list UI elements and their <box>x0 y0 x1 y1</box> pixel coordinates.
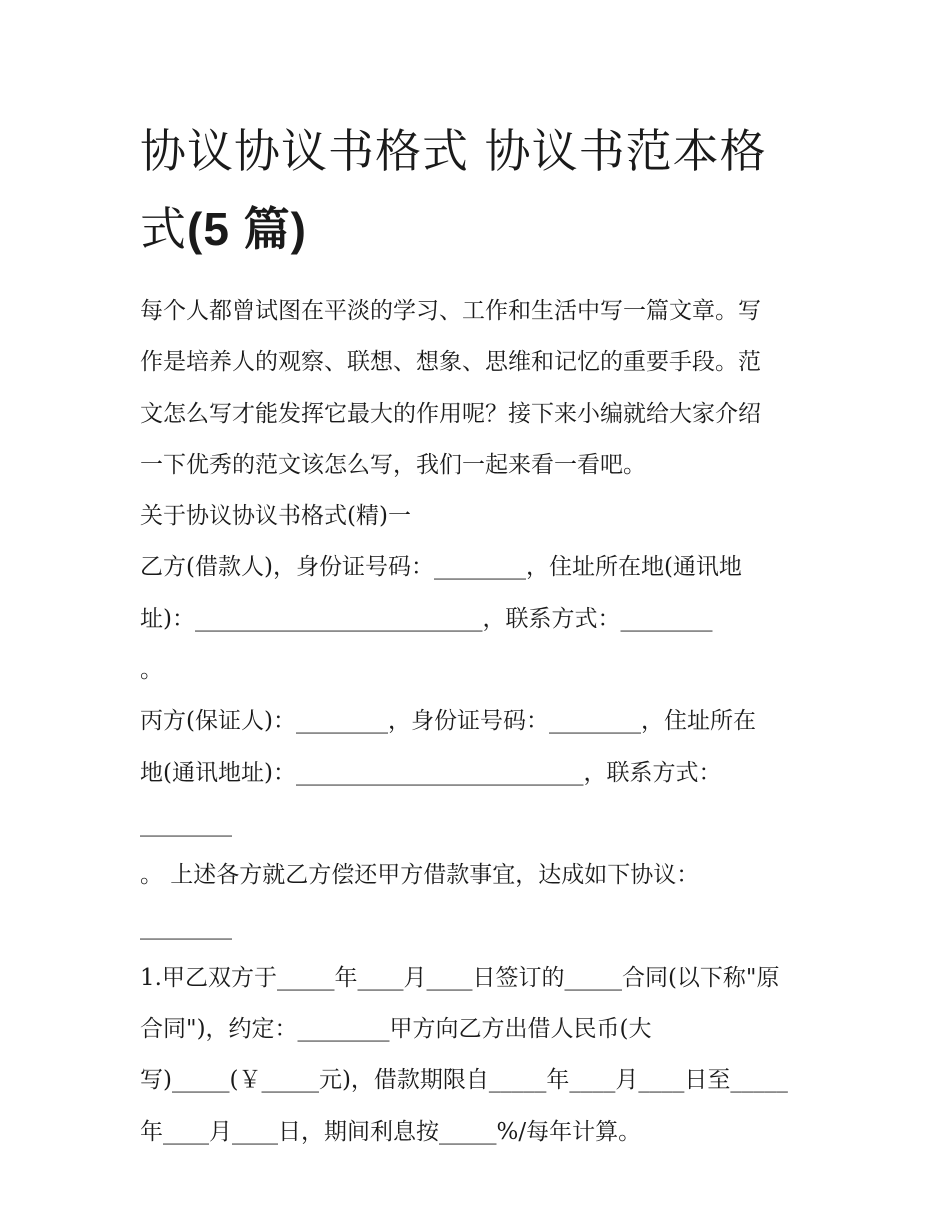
intro-line: 一下优秀的范文该怎么写，我们一起来看一看吧。 <box>140 451 646 478</box>
title-line-2-count: (5 篇) <box>187 203 307 255</box>
intro-line: 文怎么写才能发挥它最大的作用呢？接下来小编就给大家介绍 <box>140 400 761 427</box>
body-line: 乙方(借款人)，身份证号码：________，住址所在地(通讯地 <box>140 554 742 581</box>
document-title <box>140 112 820 268</box>
body-line: 合同")，约定：________甲方向乙方出借人民币(大 <box>140 1016 652 1043</box>
intro-paragraph <box>140 286 820 491</box>
body-line: 1.甲乙双方于_____年____月____日签订的_____合同(以下称"原 <box>140 964 780 991</box>
intro-line: 每个人都曾试图在平淡的学习、工作和生活中写一篇文章。写 <box>140 298 761 324</box>
document-page <box>140 112 820 1158</box>
section-heading-text: 关于协议协议书格式(精)一 <box>140 503 411 530</box>
body-line: 年____月____日，期间利息按_____%/每年计算。 <box>140 1118 642 1145</box>
title-line-2-prefix: 式 <box>140 202 187 256</box>
title-line-1: 协议协议书格式 协议书范本格 <box>140 124 767 178</box>
body-line: 。 上述各方就乙方偿还甲方借款事宜，达成如下协议： <box>140 862 700 889</box>
body-line: 。 <box>140 657 163 684</box>
body-line: 址)：_________________________，联系方式：________ <box>140 605 713 632</box>
body-line: 写)_____(￥_____元)，借款期限自_____年____月____日至_____ <box>140 1067 788 1094</box>
body-line: ________ <box>140 810 232 837</box>
section-heading <box>140 491 820 542</box>
agreement-body <box>140 542 820 1158</box>
body-line: 地(通讯地址)：_________________________，联系方式： <box>140 759 722 786</box>
body-line: 丙方(保证人)：________，身份证号码：________，住址所在 <box>140 708 756 735</box>
body-line: ________ <box>140 913 232 940</box>
intro-line: 作是培养人的观察、联想、想象、思维和记忆的重要手段。范 <box>140 349 761 376</box>
